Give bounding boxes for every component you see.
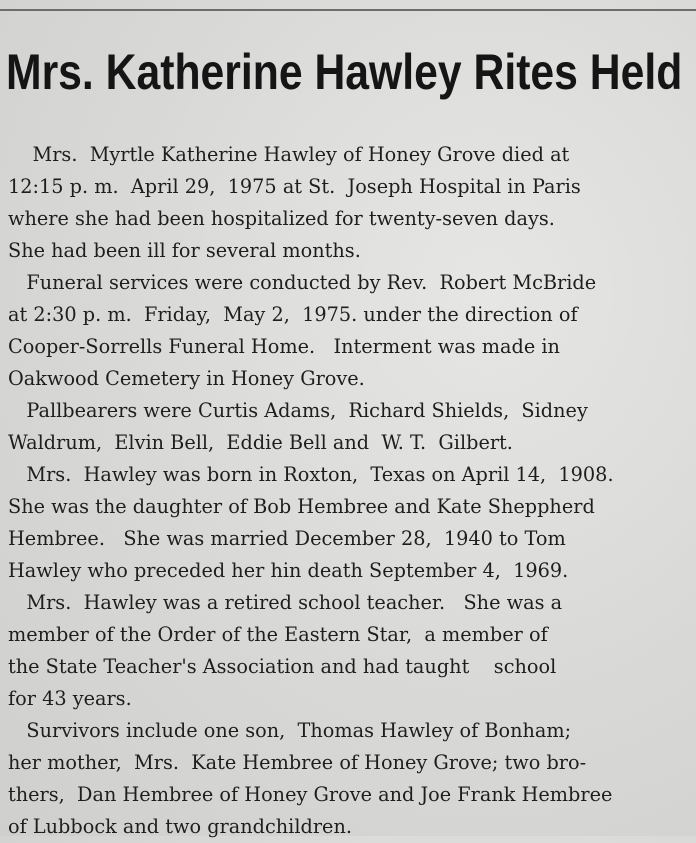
- text-line: for 43 years.: [8, 687, 132, 710]
- text-line: Mrs. Hawley was a retired school teacher. She was a: [8, 591, 563, 614]
- text-line: Hawley who preceded her hin death September 4, 1969.: [8, 559, 569, 582]
- text-line: at 2:30 p. m. Friday, May 2, 1975. under the direction of: [8, 303, 578, 326]
- text-line: Hembree. She was married December 28, 1940 to Tom: [8, 527, 566, 550]
- text-line: Cooper-Sorrells Funeral Home. Interment was made in: [8, 335, 560, 358]
- text-line: She was the daughter of Bob Hembree and Kate Sheppherd: [8, 495, 595, 518]
- text-line: 12:15 p. m. April 29, 1975 at St. Joseph Hospital in Paris: [8, 175, 581, 198]
- text-line: thers, Dan Hembree of Honey Grove and Joe Frank Hembree: [8, 783, 613, 806]
- text-line: her mother, Mrs. Kate Hembree of Honey Grove; two bro-: [8, 751, 587, 774]
- text-line: Mrs. Myrtle Katherine Hawley of Honey Grove died at: [8, 143, 570, 166]
- text-line: where she had been hospitalized for twenty-seven days.: [8, 207, 555, 230]
- text-line: Pallbearers were Curtis Adams, Richard Shields, Sidney: [8, 399, 588, 422]
- text-line: Funeral services were conducted by Rev. Robert McBride: [8, 271, 597, 294]
- text-line: the State Teacher's Association and had taught school: [8, 655, 557, 678]
- text-line: She had been ill for several months.: [8, 239, 361, 262]
- text-line: Waldrum, Elvin Bell, Eddie Bell and W. T. Gilbert.: [8, 431, 513, 454]
- text-line: of Lubbock and two grandchildren.: [8, 815, 352, 838]
- text-line: Mrs. Hawley was born in Roxton, Texas on April 14, 1908.: [8, 463, 614, 486]
- text-line: Oakwood Cemetery in Honey Grove.: [8, 367, 365, 390]
- column-rule: [0, 9, 696, 11]
- headline: Mrs. Katherine Hawley Rites Held: [6, 44, 683, 100]
- article-body: [8, 139, 696, 843]
- text-line: Survivors include one son, Thomas Hawley of Bonham;: [8, 719, 572, 742]
- text-line: member of the Order of the Eastern Star, a member of: [8, 623, 548, 646]
